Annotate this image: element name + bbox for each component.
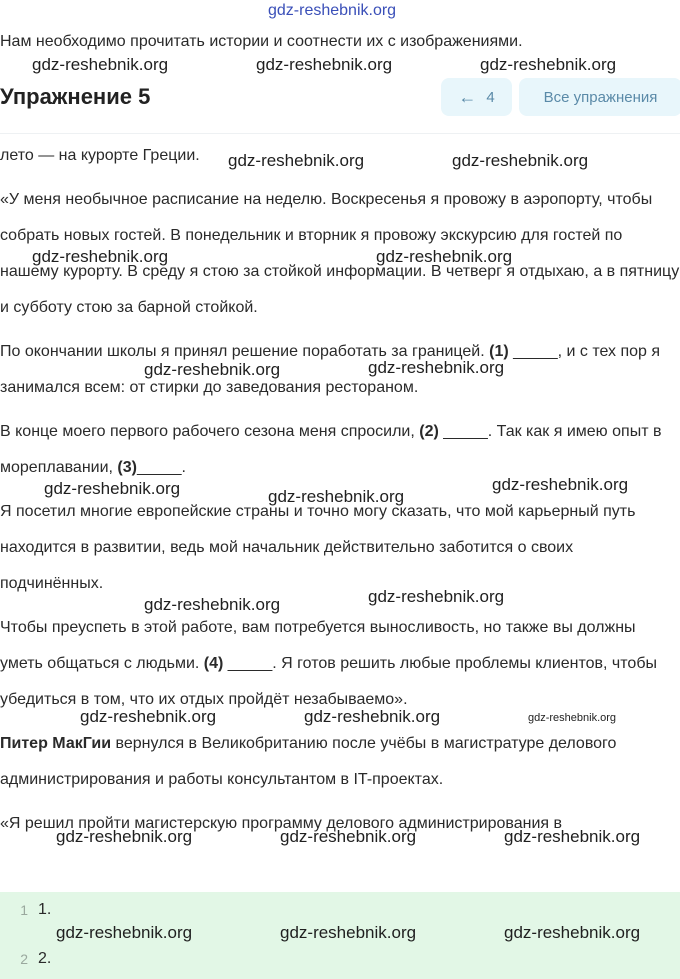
paragraph-text: _____, и с тех пор я занимался всем: от стирки до заведования рестораном.: [0, 343, 661, 396]
intro-text: Нам необходимо прочитать истории и соотнести их с изображениями.: [0, 33, 523, 50]
paragraph-text: _____. Так как я имею опыт в мореплавании,: [0, 423, 662, 476]
paragraph-text: По окончании школы я принял решение поработать за границей.: [0, 343, 490, 360]
watermark: gdz-reshebnik.org: [504, 923, 641, 942]
gap-number: (2): [419, 423, 439, 440]
page-title: Упражнение 5: [0, 84, 151, 109]
gap-number: (4): [203, 655, 224, 672]
paragraph-text: Чтобы преуспеть в этой работе, вам потребуется выносливость, но также вы должны уметь общаться с людьми.: [0, 619, 636, 672]
paragraph: [0, 334, 680, 406]
person-name: Питер МакГии: [0, 735, 112, 752]
watermark: gdz-reshebnik.org: [480, 55, 617, 74]
watermark: gdz-reshebnik.org: [32, 247, 169, 266]
watermark: gdz-reshebnik.org: [280, 923, 417, 942]
paragraph-text: лето — на курорте Греции.: [0, 147, 200, 164]
exercise-header: [0, 76, 680, 134]
watermark: gdz-reshebnik.org: [144, 595, 281, 614]
prev-exercise-button[interactable]: [441, 78, 512, 116]
paragraph-text: _____.: [136, 459, 186, 476]
answer-text: 2.: [38, 950, 52, 967]
answer-row: [0, 944, 51, 974]
watermark: gdz-reshebnik.org: [528, 712, 617, 724]
watermark: gdz-reshebnik.org: [228, 151, 365, 170]
paragraph-text: В конце моего первого рабочего сезона меня спросили,: [0, 423, 420, 440]
watermark: gdz-reshebnik.org: [268, 487, 405, 506]
arrow-left-icon: ←: [458, 87, 477, 107]
watermark: gdz-reshebnik.org: [56, 827, 193, 846]
watermark: gdz-reshebnik.org: [304, 707, 441, 726]
paragraph: [0, 610, 680, 718]
watermark: gdz-reshebnik.org: [144, 360, 281, 379]
prev-exercise-label: 4: [486, 88, 495, 106]
answer-row: [0, 895, 51, 925]
answer-text: 1.: [38, 901, 52, 918]
watermark: gdz-reshebnik.org: [32, 55, 169, 74]
watermark: gdz-reshebnik.org: [268, 2, 397, 19]
paragraph: [0, 494, 680, 602]
gap-number: (3): [117, 459, 137, 476]
watermark: gdz-reshebnik.org: [280, 827, 417, 846]
watermark: gdz-reshebnik.org: [368, 587, 505, 606]
watermark: gdz-reshebnik.org: [452, 151, 589, 170]
watermark: gdz-reshebnik.org: [368, 358, 505, 377]
all-exercises-button[interactable]: Все упражнения: [519, 78, 680, 116]
paragraph-text: вернулся в Великобританию после учёбы в магистратуре делового администрирования и работы консультантом в IT-проектах.: [0, 735, 617, 788]
line-number: 2: [20, 951, 28, 967]
paragraph-text: _____. Я готов решить любые проблемы клиентов, чтобы убедиться в том, что их отдых пройдёт незабываемо».: [0, 655, 657, 708]
watermark: gdz-reshebnik.org: [56, 923, 193, 942]
paragraph: [0, 726, 680, 798]
watermark: gdz-reshebnik.org: [80, 707, 217, 726]
gap-number: (1): [489, 343, 509, 360]
watermark: gdz-reshebnik.org: [256, 55, 393, 74]
paragraph-text: «У меня необычное расписание на неделю. Воскресенья я провожу в аэропорту, чтобы собрать новых гостей. В понедельник и вторник я провожу экскурсию для гостей по нашему курорту. В среду я стою за стойкой информации. В четверг я отдыхаю, а в пятницу и субботу стою за барной стойкой.: [0, 191, 680, 316]
watermark: gdz-reshebnik.org: [44, 479, 181, 498]
watermark: gdz-reshebnik.org: [376, 247, 513, 266]
watermark: gdz-reshebnik.org: [504, 827, 641, 846]
paragraph-text: «Я решил пройти магистерскую программу делового администрирования в: [0, 815, 562, 832]
paragraph-text: Я посетил многие европейские страны и точно могу сказать, что мой карьерный путь находится в развитии, ведь мой начальник действительно заботится о своих подчинённых.: [0, 503, 636, 592]
line-number: 1: [20, 902, 28, 918]
watermark: gdz-reshebnik.org: [492, 475, 629, 494]
